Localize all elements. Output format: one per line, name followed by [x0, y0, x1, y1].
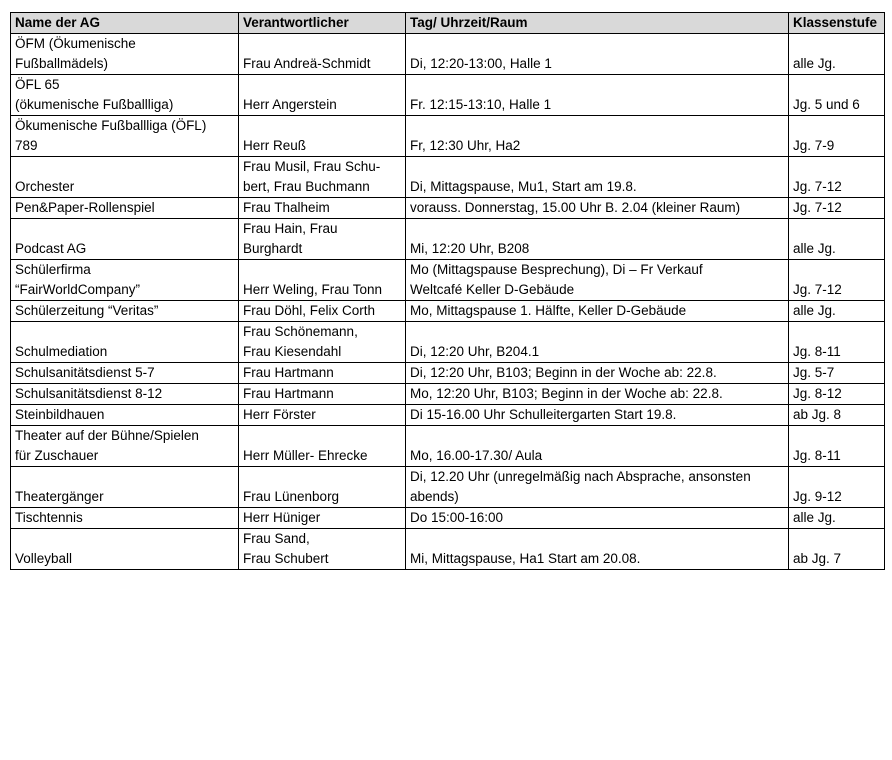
grade-cell: ab Jg. 8 [789, 405, 885, 426]
table-row [11, 198, 885, 219]
grade-cell: Jg. 7-12 [789, 260, 885, 301]
header-responsible: Verantwortlicher [239, 13, 406, 34]
responsible-cell: Frau Musil, Frau Schu- bert, Frau Buchmann [239, 157, 406, 198]
time-room-cell: Mi, 12:20 Uhr, B208 [406, 219, 789, 260]
ag-name-cell: Orchester [11, 157, 239, 198]
grade-cell: Jg. 5-7 [789, 363, 885, 384]
grade-cell: Jg. 7-12 [789, 198, 885, 219]
ag-name-cell: Schülerzeitung “Veritas” [11, 301, 239, 322]
responsible-cell: Herr Förster [239, 405, 406, 426]
table-row [11, 426, 885, 467]
time-room-cell: vorauss. Donnerstag, 15.00 Uhr B. 2.04 (kleiner Raum) [406, 198, 789, 219]
table-row [11, 508, 885, 529]
responsible-cell: Herr Reuß [239, 116, 406, 157]
ag-name-cell: Volleyball [11, 529, 239, 570]
responsible-cell: Frau Döhl, Felix Corth [239, 301, 406, 322]
header-name: Name der AG [11, 13, 239, 34]
header-row [11, 13, 885, 34]
table-row [11, 116, 885, 157]
responsible-cell: Herr Angerstein [239, 75, 406, 116]
time-room-cell: Mi, Mittagspause, Ha1 Start am 20.08. [406, 529, 789, 570]
table-row [11, 363, 885, 384]
ag-table [10, 12, 885, 570]
ag-name-cell: ÖFL 65 (ökumenische Fußballliga) [11, 75, 239, 116]
ag-name-cell: ÖFM (Ökumenische Fußballmädels) [11, 34, 239, 75]
ag-name-cell: Schulmediation [11, 322, 239, 363]
time-room-cell: Di, 12:20 Uhr, B103; Beginn in der Woche ab: 22.8. [406, 363, 789, 384]
table-row [11, 405, 885, 426]
ag-name-cell: Schulsanitätsdienst 8-12 [11, 384, 239, 405]
responsible-cell: Frau Andreä-Schmidt [239, 34, 406, 75]
table-row [11, 322, 885, 363]
header-grade: Klassenstufe [789, 13, 885, 34]
table-row [11, 34, 885, 75]
ag-name-cell: Tischtennis [11, 508, 239, 529]
table-row [11, 301, 885, 322]
grade-cell: Jg. 8-11 [789, 322, 885, 363]
time-room-cell: Di, Mittagspause, Mu1, Start am 19.8. [406, 157, 789, 198]
time-room-cell: Di, 12:20-13:00, Halle 1 [406, 34, 789, 75]
responsible-cell: Frau Lünenborg [239, 467, 406, 508]
grade-cell: alle Jg. [789, 508, 885, 529]
grade-cell: ab Jg. 7 [789, 529, 885, 570]
responsible-cell: Frau Schönemann, Frau Kiesendahl [239, 322, 406, 363]
grade-cell: Jg. 5 und 6 [789, 75, 885, 116]
ag-name-cell: Theater auf der Bühne/Spielen für Zuschauer [11, 426, 239, 467]
time-room-cell: Mo, 16.00-17.30/ Aula [406, 426, 789, 467]
ag-name-cell: Pen&Paper-Rollenspiel [11, 198, 239, 219]
time-room-cell: Mo, Mittagspause 1. Hälfte, Keller D-Gebäude [406, 301, 789, 322]
grade-cell: Jg. 7-9 [789, 116, 885, 157]
time-room-cell: Di, 12:20 Uhr, B204.1 [406, 322, 789, 363]
table-row [11, 219, 885, 260]
table-row [11, 467, 885, 508]
table-row [11, 529, 885, 570]
time-room-cell: Di 15-16.00 Uhr Schulleitergarten Start 19.8. [406, 405, 789, 426]
responsible-cell: Herr Weling, Frau Tonn [239, 260, 406, 301]
table-row [11, 157, 885, 198]
ag-name-cell: Podcast AG [11, 219, 239, 260]
responsible-cell: Herr Müller- Ehrecke [239, 426, 406, 467]
grade-cell: alle Jg. [789, 301, 885, 322]
time-room-cell: Fr, 12:30 Uhr, Ha2 [406, 116, 789, 157]
responsible-cell: Frau Hartmann [239, 384, 406, 405]
time-room-cell: Mo, 12:20 Uhr, B103; Beginn in der Woche ab: 22.8. [406, 384, 789, 405]
time-room-cell: Di, 12.20 Uhr (unregelmäßig nach Absprache, ansonsten abends) [406, 467, 789, 508]
table-row [11, 260, 885, 301]
grade-cell: Jg. 9-12 [789, 467, 885, 508]
ag-name-cell: Schulsanitätsdienst 5-7 [11, 363, 239, 384]
ag-name-cell: Schülerfirma “FairWorldCompany” [11, 260, 239, 301]
table-row [11, 75, 885, 116]
responsible-cell: Frau Sand, Frau Schubert [239, 529, 406, 570]
table-row [11, 384, 885, 405]
grade-cell: alle Jg. [789, 34, 885, 75]
ag-name-cell: Theatergänger [11, 467, 239, 508]
ag-name-cell: Steinbildhauen [11, 405, 239, 426]
responsible-cell: Frau Thalheim [239, 198, 406, 219]
grade-cell: Jg. 7-12 [789, 157, 885, 198]
time-room-cell: Fr. 12:15-13:10, Halle 1 [406, 75, 789, 116]
responsible-cell: Frau Hartmann [239, 363, 406, 384]
grade-cell: Jg. 8-11 [789, 426, 885, 467]
responsible-cell: Frau Hain, Frau Burghardt [239, 219, 406, 260]
header-time: Tag/ Uhrzeit/Raum [406, 13, 789, 34]
time-room-cell: Do 15:00-16:00 [406, 508, 789, 529]
responsible-cell: Herr Hüniger [239, 508, 406, 529]
grade-cell: alle Jg. [789, 219, 885, 260]
grade-cell: Jg. 8-12 [789, 384, 885, 405]
ag-name-cell: Ökumenische Fußballliga (ÖFL) 789 [11, 116, 239, 157]
time-room-cell: Mo (Mittagspause Besprechung), Di – Fr Verkauf Weltcafé Keller D-Gebäude [406, 260, 789, 301]
